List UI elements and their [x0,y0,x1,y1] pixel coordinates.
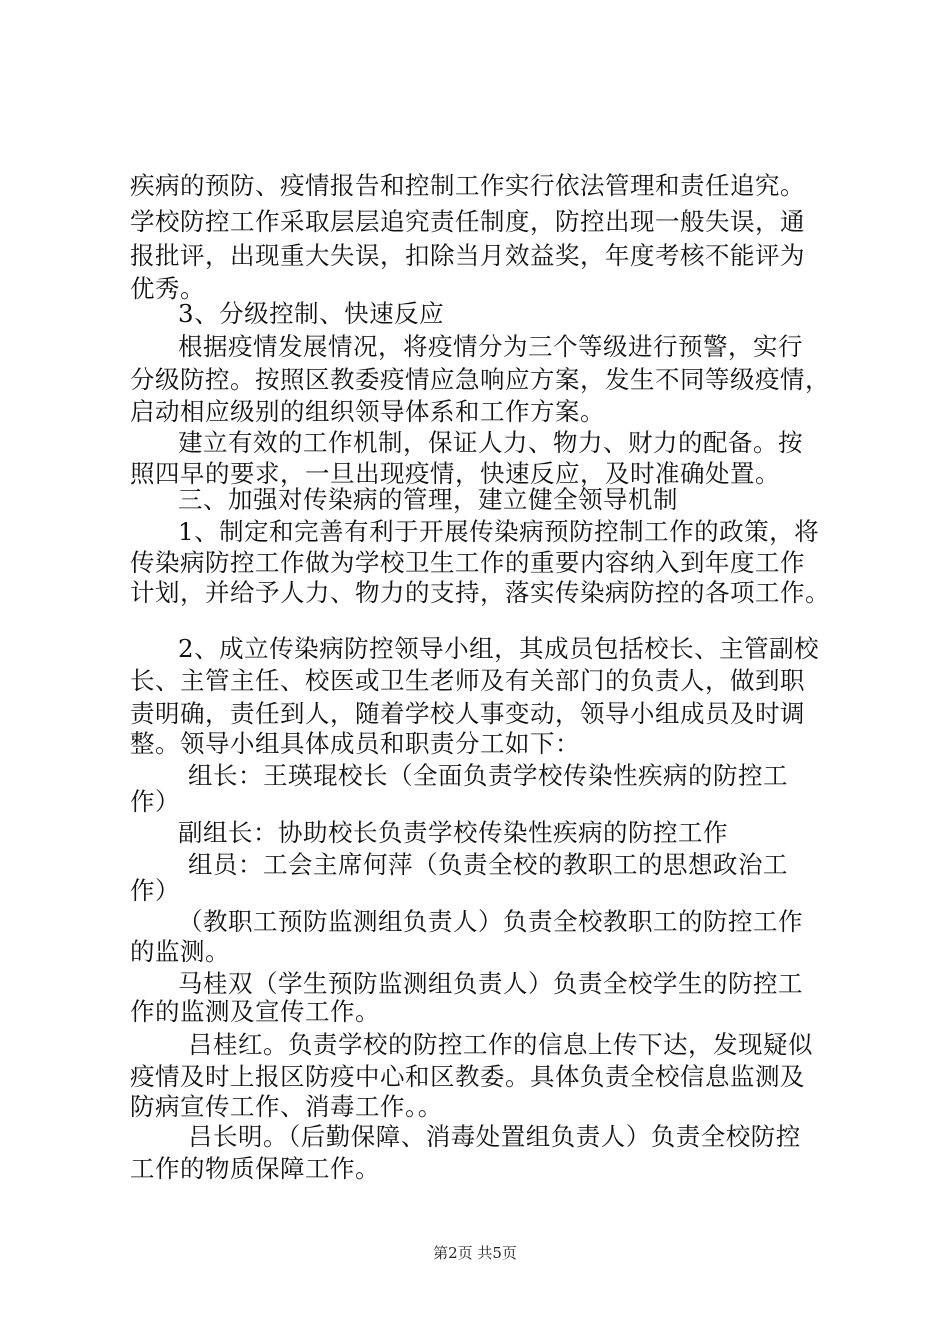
section-heading: 3、分级控制、快速反应 [178,299,445,328]
body-line: 计划，并给予人力、物力的支持，落实传染病防控的各项工作。 [130,578,830,607]
body-line: 的监测。 [130,937,230,966]
body-line: 学校防控工作采取层层追究责任制度，防控出现一般失误，通 [130,207,805,236]
body-line: 1、制定和完善有利于开展传染病预防控制工作的政策，将 [178,517,820,546]
body-line: 副组长：协助校长负责学校传染性疾病的防控工作 [178,818,728,847]
body-line: 分级防控。按照区教委疫情应急响应方案，发生不同等级疫情， [130,365,830,394]
body-line: 报批评，出现重大失误，扣除当月效益奖，年度考核不能评为 [130,241,805,270]
page-number-footer: 第2页 共5页 [433,1244,517,1262]
body-line: 启动相应级别的组织领导体系和工作方案。 [130,397,605,426]
section-heading: 三、加强对传染病的管理，建立健全领导机制 [178,485,678,514]
body-line: 根据疫情发展情况，将疫情分为三个等级进行预警，实行 [178,332,803,361]
body-line: 工作的物质保障工作。 [130,1154,380,1183]
body-line: 组员：工会主席何萍（负责全校的教职工的思想政治工 [188,850,788,879]
body-line: 长、主管主任、校医或卫生老师及有关部门的负责人，做到职 [130,666,805,695]
body-line: 作） [130,876,180,905]
body-line: 防病宣传工作、消毒工作。。 [130,1092,443,1121]
body-line: 传染病防控工作做为学校卫生工作的重要内容纳入到年度工作 [130,548,805,577]
body-line: 马桂双（学生预防监测组负责人）负责全校学生的防控工 [178,969,803,998]
body-line: 疾病的预防、疫情报告和控制工作实行依法管理和责任追究。 [130,171,805,200]
body-line: 优秀。 [130,274,205,303]
body-line: 组长：王瑛琨校长（全面负责学校传染性疾病的防控工 [188,761,788,790]
body-line: 责明确，责任到人，随着学校人事变动，领导小组成员及时调 [130,699,805,728]
body-line: （教职工预防监测组负责人）负责全校教职工的防控工作 [178,907,803,936]
body-line: 作的监测及宣传工作。 [130,997,380,1026]
body-line: 疫情及时上报区防疫中心和区教委。具体负责全校信息监测及 [130,1062,805,1091]
body-line: 照四早的要求，一旦出现疫情，快速反应，及时准确处置。 [130,459,780,488]
body-line: 吕桂红。负责学校的防控工作的信息上传下达，发现疑似 [188,1030,813,1059]
body-line: 整。领导小组具体成员和职责分工如下： [130,729,580,758]
body-line: 吕长明。（后勤保障、消毒处置组负责人）负责全校防控 [188,1122,801,1151]
body-line: 2、成立传染病防控领导小组，其成员包括校长、主管副校 [178,634,820,663]
body-line: 作） [130,787,180,816]
body-line: 建立有效的工作机制，保证人力、物力、财力的配备。按 [178,428,803,457]
